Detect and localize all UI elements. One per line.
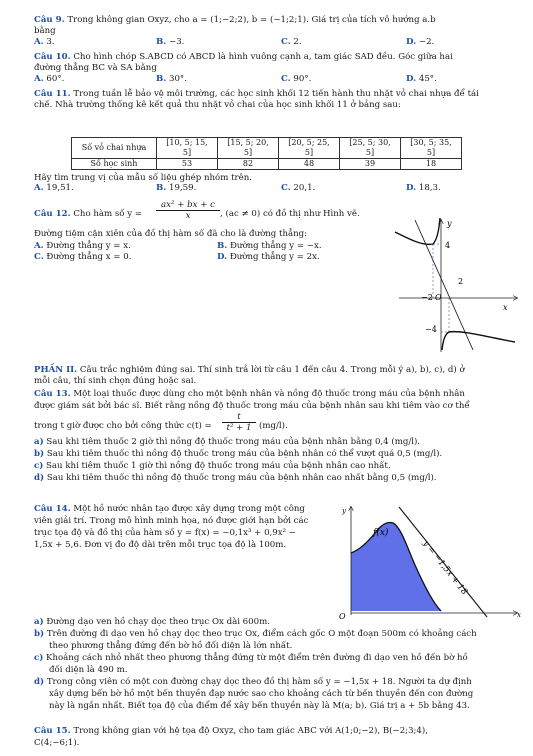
part2-text: Câu trắc nghiệm đúng sai. Thí sinh trả lời từ câu 1 đến câu 4. Trong mỗi ý a), b), c), d) ở (79, 365, 465, 375)
q10-label: Câu 10. (34, 52, 71, 62)
part2-label: PHẦN II. (34, 365, 78, 375)
curve-label: f(x) (373, 528, 389, 538)
table-header-cell: Số vỏ chai nhựa (72, 138, 157, 159)
q11-text: Trong tuần lễ bảo vệ môi trường, các học sinh khối 12 tiến hành thu nhặt vỏ chai nhựa để tái (73, 89, 479, 99)
q12-fraction (156, 200, 220, 221)
q12-option-c[interactable]: C. Đường thẳng x = 0. (34, 252, 132, 262)
q13-text2: được giám sát bởi bác sĩ. Biết rằng nồng độ thuốc trong máu của bệnh nhân sau khi tiêm vào cơ thể (34, 401, 470, 411)
q14-item-b[interactable]: b) Trên đường đi dạo ven hồ chạy dọc theo trục Ox, điểm cách gốc O một đoạn 500m có khoảng cách (34, 629, 477, 639)
part2-text2: mỗi câu, thí sinh chọn đúng hoặc sai. (34, 376, 197, 386)
q14-label: Câu 14. (34, 504, 71, 514)
q12-frac-num: ax² + bx + c (156, 200, 220, 211)
table-cell: [20, 5; 25, 5] (279, 138, 340, 159)
q14-text-line4: 1,5x + 5,6. Đơn vị đo độ dài trên mỗi trục tọa độ là 100m. (34, 540, 287, 550)
part2-line1 (34, 365, 465, 376)
table-cell: [10, 5; 15, 5] (157, 138, 218, 159)
q14-text-line2: viên giải trí. Trong mô hình minh họa, nó được giới hạn bởi các (34, 516, 309, 526)
q13-label: Câu 13. (34, 389, 71, 399)
q13-item-d[interactable]: d) Sau khi tiêm thuốc thì nồng độ thuốc trong máu của bệnh nhân cao nhất bằng 0,5 (mg/l). (34, 473, 437, 483)
q14-text-line3: trục tọa độ và đồ thị của hàm số y = f(x) = −0,1x³ + 0,9x² − (34, 528, 296, 538)
q12-frac-den: x (185, 211, 191, 221)
q11-text3: Hãy tìm trung vị của mẫu số liệu ghép nhóm trên. (34, 173, 253, 183)
tick-label-y-top: 4 (445, 241, 451, 250)
q12-label: Câu 12. (34, 209, 71, 219)
graph-branch-right (442, 332, 515, 350)
q14-item-d-cont2: này là ngắn nhất. Biết tọa độ của điểm để xây bến thuyền này là M(a; b). Giá trị a + 5b bằng 43. (49, 701, 470, 711)
q13-item-b[interactable]: b) Sau khi tiêm thuốc thì nồng độ thuốc trong máu của bệnh nhân có thể vượt quá 0,5 (mg/l). (34, 449, 443, 459)
table-cell: 39 (340, 159, 401, 170)
q12-text2: Đường tiệm cận xiên của đồ thị hàm số đã cho là đường thẳng: (34, 229, 308, 239)
table-cell: 48 (279, 159, 340, 170)
q11-line1 (34, 89, 479, 100)
q15-label: Câu 15. (34, 726, 71, 736)
q9-line1 (34, 15, 436, 26)
y-axis-label: y (447, 219, 452, 228)
q10-option-c[interactable]: C. 90°. (281, 74, 312, 84)
graph-branch-left (395, 218, 440, 244)
q15-line1 (34, 726, 428, 737)
q12-text-b: , (ac ≠ 0) có đồ thị như Hình vẽ. (220, 209, 360, 219)
table-row (72, 138, 462, 159)
q10-text: Cho hình chóp S.ABCD có ABCD là hình vuông cạnh a, tam giác SAD đều. Góc giữa hai (73, 52, 453, 62)
q11-option-c[interactable]: C. 20,1. (281, 183, 316, 193)
q14-text-line1: Một hồ nước nhân tạo được xây dựng trong một công (73, 504, 305, 514)
q13-frac-den: t² + 1 (226, 423, 252, 433)
q13-item-a[interactable]: a) Sau khi tiêm thuốc 2 giờ thì nồng độ thuốc trong máu của bệnh nhân bằng 0,4 (mg/l). (34, 437, 421, 447)
q14-item-d[interactable]: d) Trong công viên có một con đường chạy dọc theo đồ thị hàm số y = −1,5x + 18. Người ta dự định (34, 677, 472, 687)
q13-frac-num: t (222, 412, 256, 423)
q10-option-d[interactable]: D. 45°. (406, 74, 437, 84)
table-cell: [30, 5; 35, 5] (401, 138, 462, 159)
table-cell: 53 (157, 159, 218, 170)
q14-item-a[interactable]: a) Đường dạo ven hồ chạy dọc theo trục Ox dài 600m. (34, 617, 270, 627)
tick-label-x-left: −2 (421, 293, 433, 302)
q14-item-b-cont: theo phương thẳng đứng đến bờ hồ đối diện là lớn nhất. (49, 641, 293, 651)
q13-line1 (34, 389, 465, 400)
q12-option-d[interactable]: D. Đường thẳng y = 2x. (217, 252, 320, 262)
q12-line1 (34, 209, 142, 220)
tick-label-x-right: 2 (458, 277, 464, 286)
q11-option-a[interactable]: A. 19,51. (34, 183, 74, 193)
q14-line1 (34, 504, 305, 515)
tick-label-y-bottom: −4 (425, 325, 437, 334)
q10-option-b[interactable]: B. 30°. (156, 74, 187, 84)
q13-text3-a: trong t giờ được cho bởi công thức c(t) = (34, 421, 212, 431)
q11-text2: chế. Nhà trường thống kê kết quả thu nhặt vỏ chai của học sinh khối 11 ở bảng sau: (34, 100, 401, 110)
x-axis-label: x (517, 611, 521, 619)
q13-fraction (222, 412, 256, 433)
q14-item-c-cont: đối diện là 490 m. (49, 665, 128, 675)
q12-graph (393, 214, 523, 354)
table-cell: 82 (218, 159, 279, 170)
q14-item-c[interactable]: c) Khoảng cách nhỏ nhất theo phương thẳng đứng từ một điểm trên đường đi dạo ven hồ đến bờ hồ (34, 653, 468, 663)
q14-item-d-cont1: xây dựng bến bờ hồ một bến thuyền đạp nước sao cho khoảng cách từ bến thuyền đến con đường (49, 689, 474, 699)
q9-text2: bằng (34, 26, 56, 36)
frequency-table (71, 137, 462, 170)
q9-option-d[interactable]: D. −2. (406, 37, 435, 47)
x-axis-label: x (503, 303, 508, 312)
q10-line1 (34, 52, 453, 63)
q14-graph (337, 503, 523, 619)
table-cell: 18 (401, 159, 462, 170)
q9-option-c[interactable]: C. 2. (281, 37, 302, 47)
table-cell: [15, 5; 20, 5] (218, 138, 279, 159)
q10-option-a[interactable]: A. 60°. (34, 74, 65, 84)
lake-region (351, 522, 441, 611)
q12-text-a: Cho hàm số y = (73, 209, 143, 219)
q9-text: Trong không gian Oxyz, cho a = (1;−2;2), b = (−1;2;1). Giá trị của tích vô hướng a.b (67, 15, 436, 25)
q12-option-a[interactable]: A. Đường thẳng y = x. (34, 241, 131, 251)
q13-text: Một loại thuốc được dùng cho một bệnh nhân và nồng độ thuốc trong máu của bệnh nhân (73, 389, 465, 399)
q9-option-a[interactable]: A. 3. (34, 37, 55, 47)
q9-label: Câu 9. (34, 15, 65, 25)
y-axis-label: y (342, 507, 346, 515)
table-header-cell: Số học sinh (72, 159, 157, 170)
q11-option-d[interactable]: D. 18,3. (406, 183, 441, 193)
q11-option-b[interactable]: B. 19,59. (156, 183, 197, 193)
q10-text2: đường thẳng BC và SA bằng (34, 63, 157, 73)
q13-text3-b: (mg/l). (259, 421, 288, 431)
line-label: y = −1,5x + 18 (420, 538, 470, 597)
q15-text: Trong không gian với hệ tọa độ Oxyz, cho tam giác ABC với A(1;0;−2), B(−2;3;4), (73, 726, 428, 736)
origin-label: O (339, 612, 346, 619)
table-row (72, 159, 462, 170)
origin-label: O (435, 293, 442, 302)
q9-option-b[interactable]: B. −3. (156, 37, 185, 47)
q12-option-b[interactable]: B. Đường thẳng y = −x. (217, 241, 322, 251)
table-cell: [25, 5; 30, 5] (340, 138, 401, 159)
oblique-asymptote (415, 220, 473, 350)
q15-text2: C(4;−6;1). (34, 738, 80, 748)
q13-item-c[interactable]: c) Sau khi tiêm thuốc 1 giờ thì nồng độ thuốc trong máu của bệnh nhân cao nhất. (34, 461, 391, 471)
q11-label: Câu 11. (34, 89, 71, 99)
